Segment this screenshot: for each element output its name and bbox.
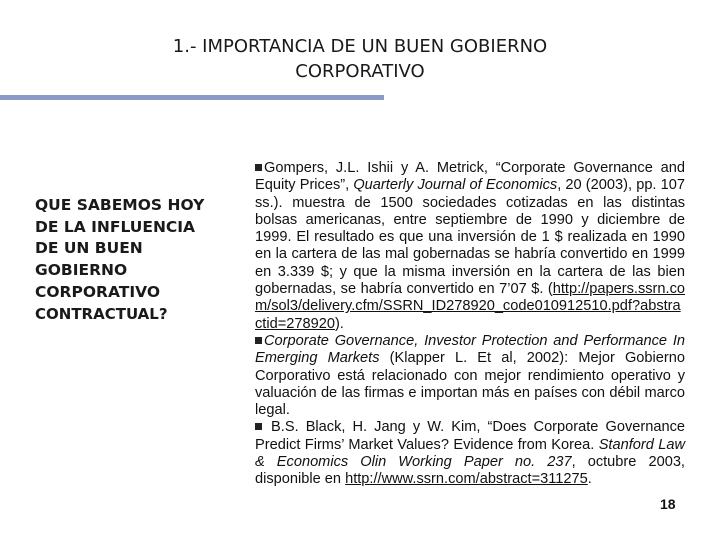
ssrn-link-black[interactable]: http://www.ssrn.com/abstract=311275	[345, 471, 588, 488]
bullet-square-icon	[255, 337, 262, 344]
references-text	[255, 160, 685, 489]
bullet-square-icon	[255, 164, 262, 171]
question-line: DE LA INFLUENCIA	[35, 217, 196, 236]
ref-text: (Klapper L. Et al, 2002): Mejor Gobierno Corporativo está relacionado con mejor rendimiento operativo y valuación de las firmas e importan más en países con débil marco legal.	[255, 350, 685, 419]
title-underline	[0, 95, 384, 100]
ref-text: B.S. Black, H. Jang y W. Kim, “Does Corporate Governance Predict Firms’ Market Values? Evidence from Korea.	[255, 419, 685, 453]
question-line: QUE SABEMOS HOY	[35, 196, 205, 214]
reference-gompers	[255, 160, 685, 333]
ref-text: ).	[334, 315, 344, 332]
ref-text: .	[587, 471, 592, 488]
page-number: 18	[660, 496, 676, 512]
ref-text: , 20 (2003), pp. 107 ss.). muestra de 1500 sociedades cotizadas en las distintas bolsas americanas, entre septiembre de 1990 y diciembre de 1999. El resultado es que una inversión de 1 $ realizada en 1990 en la cartera de las mal gobernadas se habría convertido en 1999 en 3.339 $; y que la misma inversión en la cartera de las bien gobernadas, se habría convertido en 7’07 $. (	[255, 177, 685, 298]
ref-text: Gompers, J.L. Ishii y A. Metrick, “Corporate Governance and Equity Prices”,	[255, 160, 685, 194]
question-heading	[35, 195, 240, 325]
reference-klapper	[255, 333, 685, 419]
question-line: CORPORATIVO	[35, 282, 160, 301]
bullet-square-icon	[255, 423, 262, 430]
ref-journal: Stanford Law & Economics Olin Working Paper no. 237	[255, 436, 686, 471]
question-line: CONTRACTUAL?	[35, 304, 168, 323]
reference-black	[255, 419, 685, 488]
question-line: DE UN BUEN	[35, 239, 143, 258]
question-line: GOBIERNO	[35, 261, 128, 280]
ref-title: Corporate Governance, Investor Protection and Performance In Emerging Markets	[255, 332, 685, 367]
slide-title: 1.- IMPORTANCIA DE UN BUEN GOBIERNO CORPORATIVO	[172, 36, 548, 82]
ref-journal: Quarterly Journal of Economics	[353, 177, 558, 194]
ref-text: , octubre 2003, disponible en	[255, 454, 685, 488]
ssrn-link-gompers[interactable]: http://papers.ssrn.com/sol3/delivery.cfm/SSRN_ID278920_code010912510.pdf?abstractid=278920	[255, 281, 685, 332]
